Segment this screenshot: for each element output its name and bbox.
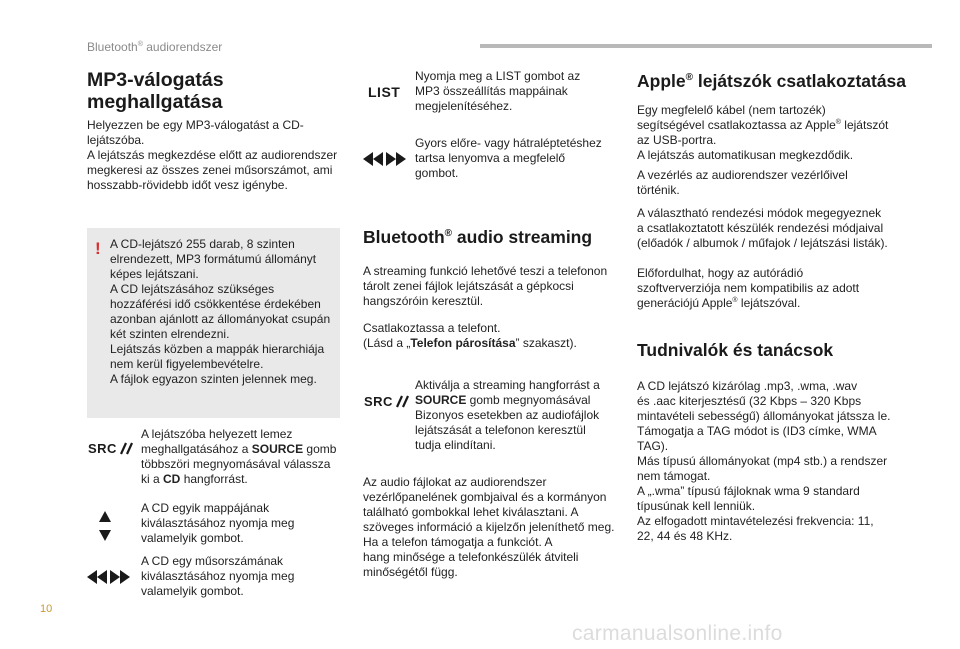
bt-intro: A streaming funkció lehetővé teszi a telefonon tárolt zenei fájlok lejátszását a gépkocsi hangszóróin keresztül.: [363, 264, 608, 308]
bt-streaming-title: Bluetooth® audio streaming: [363, 226, 593, 247]
mp3-section-title: MP3-válogatás meghallgatása: [87, 69, 224, 113]
apple-section-title: Apple® lejátszók csatlakoztatása: [637, 70, 907, 91]
section-header: Bluetooth® audiorendszer: [87, 40, 223, 54]
tips-text: A CD lejátszó kizárólag .mp3, .wma, .wav és .aac kiterjesztésű (32 Kbps – 320 Kbps mintavételi sebességű) állományokat játssza le. Támogatja a TAG módot is (ID3 címke, WMA TAG). Más típusú állományokat (mp4 stb.) a rendszer nem támogat. A „.wma” típusú fájloknak wma 9 standard típusúnak kell lenniük. Az elfogadott mintavételezési frekvencia: 11, 22, 44 és 48 KHz.: [637, 379, 891, 543]
track-select-text: A CD egy műsorszámának kiválasztásához nyomja meg valamelyik gombot.: [141, 554, 295, 598]
apple-compat-text: Előfordulhat, hogy az autórádió szoftververziója nem kompatibilis az adott generációjú Apple® lejátszóval.: [637, 266, 860, 310]
apple-connect-text: Egy megfelelő kábel (nem tartozék) segítségével csatlakoztassa az Apple® lejátszót az USB-portra. A lejátszás automatikusan megkezdődik.: [637, 103, 889, 162]
activate-streaming-text: Aktiválja a streaming hangforrást a SOURCE gomb megnyomásával Bizonyos esetekben az audiofájlok lejátszását a telefonon keresztül tudja elindítani.: [415, 378, 600, 452]
mp3-intro: Helyezzen be egy MP3-válogatást a CD- lejátszóba. A lejátszás megkezdése előtt az audiorendszer megkeresi az összes zenei műsorszámot, ami hosszabb-rövidebb időt vesz igénybe.: [87, 118, 338, 192]
watermark: carmanualsonline.info: [572, 622, 783, 645]
folder-down-icon: [99, 530, 111, 541]
fast-seek-icon: [363, 152, 406, 166]
connect-phone-text: Csatlakoztassa a telefont. (Lásd a „Telefon párosítása” szakaszt).: [363, 321, 577, 350]
controls-text: Az audio fájlokat az audiorendszer vezérlőpanelének gombjaival és a kormányon található gombokkal lehet kiválasztani. A szöveges információ a kijelzőn jeleníthető meg. Ha a telefon támogatja a funkciót. A hang minősége a telefonkészülék átviteli minőségétől függ.: [363, 475, 615, 579]
folder-select-text: A CD egyik mappájának kiválasztásához nyomja meg valamelyik gombot.: [141, 501, 295, 545]
page-number: 10: [40, 603, 53, 615]
apple-controls-text: A vezérlés az audiorendszer vezérlőivel történik.: [637, 168, 848, 197]
list-text: Nyomja meg a LIST gombot az MP3 összeállítás mappáinak megjelenítéséhez.: [415, 69, 581, 113]
header-rule: [480, 44, 932, 48]
apple-sort-text: A választható rendezési módok megegyeznek a csatlakoztatott készülék rendezési módjaival (előadók / albumok / műfajok / lejátszási listák).: [637, 206, 888, 250]
source-button-icon: SRC: [364, 393, 409, 409]
folder-up-icon: [99, 511, 111, 522]
track-seek-icon: [87, 570, 130, 584]
source-button-icon: SRC: [88, 440, 133, 456]
list-button-icon: LIST: [368, 84, 401, 100]
warning-text: A CD-lejátszó 255 darab, 8 szinten elrendezett, MP3 formátumú állományt képes lejátszani. A CD lejátszásához szükséges hozzáférési idő csökkentése érdekében azonban ajánlott az állományokat csupán két szinten elrendezni. Lejátszás közben a mappák hierarchiája nem kerül figyelembevételre. A fájlok egyazon szinten jelennek meg.: [110, 237, 331, 386]
fast-seek-text: Gyors előre- vagy hátraléptetéshez tartsa lenyomva a megfelelő gombot.: [415, 136, 602, 180]
tips-title: Tudnivalók és tanácsok: [637, 340, 834, 360]
source-cd-text: A lejátszóba helyezett lemez meghallgatásához a SOURCE gomb többszöri megnyomásával válassza ki a CD hangforrást.: [141, 427, 337, 486]
warning-icon: !: [95, 239, 101, 258]
